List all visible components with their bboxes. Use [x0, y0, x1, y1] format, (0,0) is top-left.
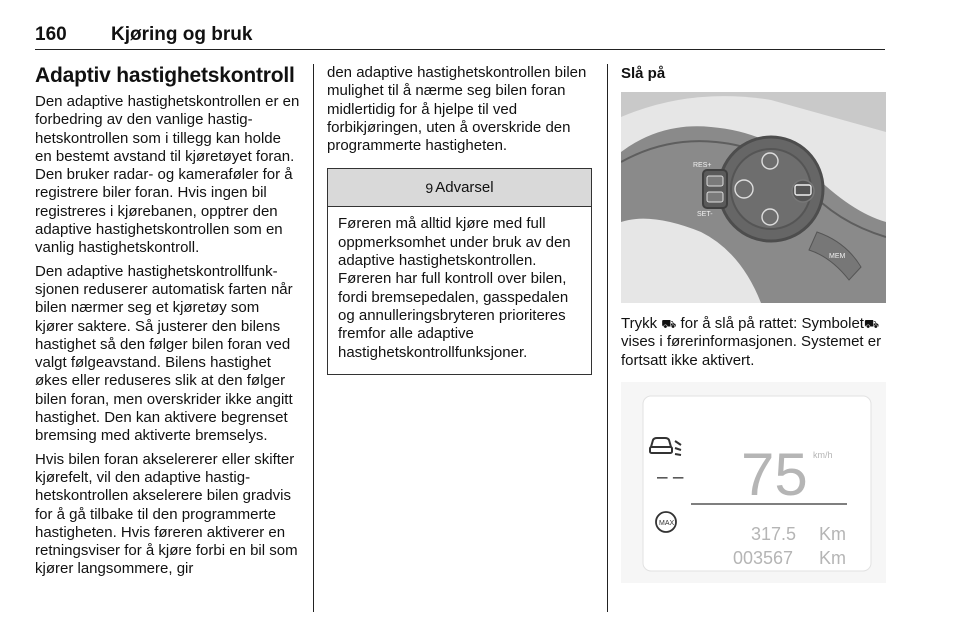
steering-wheel-illustration — [621, 92, 886, 303]
odometer-unit: Km — [819, 547, 846, 568]
warning-text: Føreren må alltid kjøre med full oppmerksomhet under bruk av den adaptive hastighetskontrollen. Føreren har full kontroll over bilen, fordi bremsepedalen, gasspedalen og annulleringsbryteren prioriteres fremfor alle adaptive hastighetskontrollfunksjoner. — [338, 215, 571, 361]
paragraph-continued: den adaptive hastighetskontrollen bilen mulighet til å nærme seg bilen foran midlertidig for å hjelpe til ved forbikjøringen, uten å overskride den programmerte hastigheten. — [327, 64, 587, 155]
warning-title: Advarsel — [435, 178, 494, 196]
acc-icon: ⛟ — [863, 317, 880, 331]
page-header — [35, 22, 885, 52]
column-divider-2 — [607, 64, 608, 612]
warning-icon: 9 — [425, 179, 434, 196]
max-label: MAX — [659, 519, 675, 527]
column-divider-1 — [313, 64, 314, 612]
paragraph-2: Den adaptive hastighetskontrollfunksjonen reduserer automatisk farten når bilen nærmer seg et kjøretøy som kjører saktere. Så justerer den bilens hastighet så den følger bilen foran ved valgt følgeavstand. Bilens hastighet økes eller reduseres slik at den følger bilen foran, men overskrider ikke angitt hastighet. Den kan aktivere begrenset bremsing med aktiverte bremselys. — [35, 262, 293, 445]
chapter-title: Kjøring og bruk — [111, 24, 253, 45]
paragraph-3: Hvis bilen foran akselererer eller skifter kjørefelt, vil den adaptive hastighetskontrollen akselerere bilen gradvis for å gå tilbake til den programmerte hastigheten. Hvis føreren aktiverer en retningsviser for å kjøre forbi en bil som kjører langsommere, gir — [35, 450, 298, 578]
section-heading: Adaptiv hastighetskontroll — [35, 64, 295, 87]
column-1 — [35, 64, 300, 584]
set-speed-dashes: – – — [657, 466, 684, 488]
column-3 — [621, 64, 886, 583]
steering-wheel-drawing — [621, 92, 886, 303]
speed-value: 75 — [741, 440, 808, 508]
instruction-text: Trykk ⛟ for å slå på rattet: Symbolet⛟ vises i førerinformasjonen. Systemet er fortsatt ikke aktivert. — [621, 315, 882, 369]
column-2 — [327, 64, 592, 375]
instrument-cluster-illustration — [621, 382, 886, 583]
set-label: SET- — [697, 211, 713, 218]
subsection-heading: Slå på — [621, 65, 666, 82]
res-label: RES+ — [693, 162, 712, 169]
warning-box — [327, 168, 592, 374]
speed-unit: km/h — [813, 449, 833, 460]
warning-header — [328, 169, 591, 207]
odometer-value: 003567 — [733, 547, 794, 568]
acc-icon: ⛟ — [661, 317, 677, 331]
page-number: 160 — [35, 24, 67, 45]
paragraph-1: Den adaptive hastighetskontrollen er en forbedring av den vanlige hastighetskontrollen som i tillegg kan holde en bestemt avstand til kjøretøyet foran. Den bruker radar- og kameraføler for å registrere biler foran. Hvis ingen bil registreres i kjørebanen, opptrer den adaptive hastighetskontrollen som en vanlig hastighetskontroll. — [35, 93, 300, 257]
trip-unit: Km — [819, 523, 846, 544]
cluster-display — [621, 382, 886, 583]
header-rule — [35, 49, 885, 50]
mem-label: MEM — [829, 253, 846, 260]
trip-value: 317.5 — [751, 523, 797, 544]
